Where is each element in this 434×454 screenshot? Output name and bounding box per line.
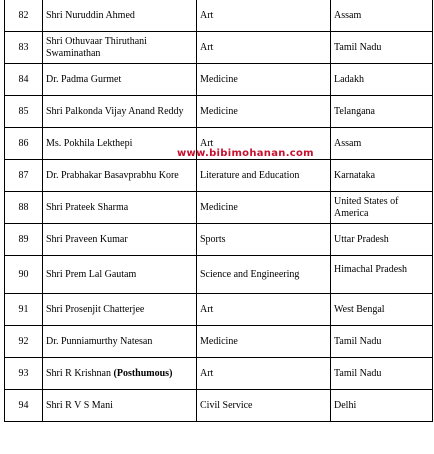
awardee-name: Dr. Prabhakar Basavprabhu Kore — [43, 160, 197, 192]
table-row — [5, 160, 433, 192]
serial-number: 91 — [5, 294, 43, 326]
watermark: www.bibimohanan.com — [177, 148, 314, 159]
table-row — [5, 224, 433, 256]
awardee-name: Dr. Punniamurthy Natesan — [43, 326, 197, 358]
awardee-name: Shri Prosenjit Chatterjee — [43, 294, 197, 326]
awardee-state: Telangana — [331, 96, 433, 128]
awardee-state: Delhi — [331, 390, 433, 422]
serial-number: 93 — [5, 358, 43, 390]
awardee-name: Ms. Pokhila Lekthepi — [43, 128, 197, 160]
serial-number: 86 — [5, 128, 43, 160]
award-field: Literature and Education — [197, 160, 331, 192]
table-row — [5, 390, 433, 422]
table-row — [5, 64, 433, 96]
awardee-name: Shri Nuruddin Ahmed — [43, 0, 197, 32]
table-row — [5, 294, 433, 326]
awardee-name: Shri R V S Mani — [43, 390, 197, 422]
awardee-state: Assam — [331, 128, 433, 160]
table-row — [5, 96, 433, 128]
awardee-state: United States of America — [331, 192, 433, 224]
award-field: Medicine — [197, 96, 331, 128]
serial-number: 94 — [5, 390, 43, 422]
serial-number: 92 — [5, 326, 43, 358]
table-row — [5, 358, 433, 390]
award-field: Medicine — [197, 326, 331, 358]
awardee-name: Shri R Krishnan — [46, 367, 111, 379]
award-field: Art — [197, 128, 331, 160]
serial-number: 88 — [5, 192, 43, 224]
awardee-state: Karnataka — [331, 160, 433, 192]
table-row — [5, 192, 433, 224]
awardee-state: Ladakh — [331, 64, 433, 96]
awardee-state: Tamil Nadu — [331, 32, 433, 64]
awardee-name: Shri Prem Lal Gautam — [43, 256, 197, 294]
awardee-name: Shri Prateek Sharma — [43, 192, 197, 224]
award-field: Sports — [197, 224, 331, 256]
table-row — [5, 326, 433, 358]
awardee-name: Shri Othuvaar Thiruthani Swaminathan — [43, 32, 197, 64]
awardee-name: Shri Praveen Kumar — [43, 224, 197, 256]
awardee-state: Tamil Nadu — [331, 358, 433, 390]
awardee-name: Dr. Padma Gurmet — [43, 64, 197, 96]
awardee-state: West Bengal — [331, 294, 433, 326]
table-row — [5, 0, 433, 32]
table-row — [5, 256, 433, 294]
serial-number: 85 — [5, 96, 43, 128]
awardee-name: Shri Palkonda Vijay Anand Reddy — [43, 96, 197, 128]
award-field: Medicine — [197, 192, 331, 224]
serial-number: 87 — [5, 160, 43, 192]
table-row — [5, 32, 433, 64]
award-field: Art — [197, 32, 331, 64]
awardee-state: Tamil Nadu — [331, 326, 433, 358]
award-field: Art — [197, 0, 331, 32]
serial-number: 84 — [5, 64, 43, 96]
award-field: Medicine — [197, 64, 331, 96]
awardee-state: Himachal Pradesh — [331, 256, 433, 294]
award-field: Art — [197, 294, 331, 326]
awardee-state: Uttar Pradesh — [331, 224, 433, 256]
awardees-table — [4, 0, 433, 422]
award-field: Civil Service — [197, 390, 331, 422]
posthumous-label: (Posthumous) — [113, 367, 173, 379]
serial-number: 89 — [5, 224, 43, 256]
serial-number: 90 — [5, 256, 43, 294]
awardee-state: Assam — [331, 0, 433, 32]
award-field: Science and Engineering — [197, 256, 331, 294]
serial-number: 82 — [5, 0, 43, 32]
award-field: Art — [197, 358, 331, 390]
serial-number: 83 — [5, 32, 43, 64]
awardee-name-cell — [43, 358, 197, 390]
